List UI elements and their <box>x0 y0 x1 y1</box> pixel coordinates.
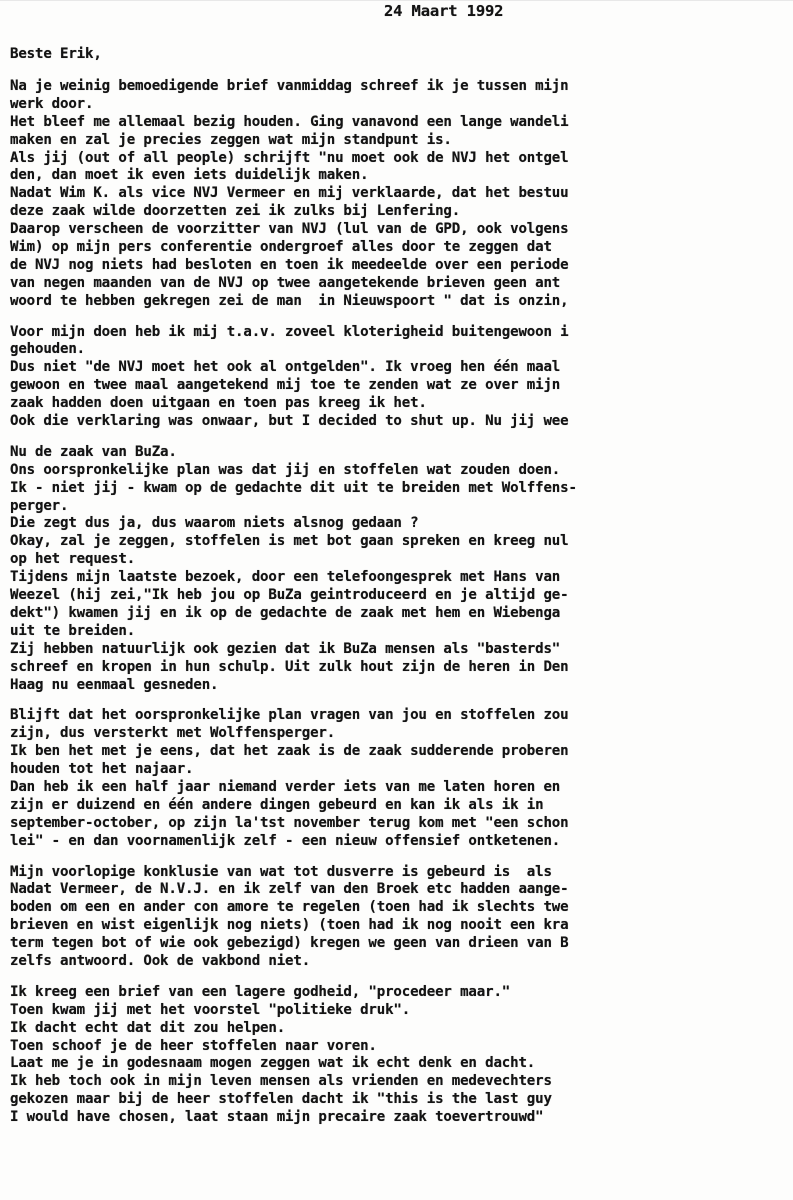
letter-line: Ook die verklaring was onwaar, but I decided to shut up. Nu jij wee <box>10 413 569 430</box>
letter-line: Ik kreeg een brief van een lagere godheid, "procedeer maar." <box>10 983 511 1000</box>
letter-line: gehouden. <box>10 341 86 358</box>
letter-line: Ik - niet jij - kwam op de gedachte dit uit te breiden met Wolffens- <box>10 479 577 496</box>
letter-line: Weezel (hij zei,"Ik heb jou op BuZa geintroduceerd en je altijd ge- <box>10 587 569 604</box>
letter-body <box>10 78 793 1140</box>
letter-line: Okay, zal je zeggen, stoffelen is met bot gaan spreken en kreeg nul <box>10 533 569 550</box>
letter-line: uit te breiden. <box>10 622 136 639</box>
letter-line: lei" - en dan voornamenlijk zelf - een nieuw offensief ontketenen. <box>10 832 561 849</box>
letter-line: Dus niet "de NVJ moet het ook al ontgelden". Ik vroeg hen één maal <box>10 359 561 376</box>
letter-line: Het bleef me allemaal bezig houden. Ging vanavond een lange wandeli <box>10 113 569 130</box>
letter-line: Dan heb ik een half jaar niemand verder iets van me laten horen en <box>10 778 561 795</box>
letter-line: woord te hebben gekregen zei de man in Nieuwspoort " dat is onzin, <box>10 292 569 309</box>
letter-paragraph <box>10 707 793 850</box>
letter-line: zijn er duizend en één andere dingen gebeurd en kan ik als ik in <box>10 796 544 813</box>
letter-line: Blijft dat het oorspronkelijke plan vragen van jou en stoffelen zou <box>10 707 569 724</box>
letter-line: Laat me je in godesnaam mogen zeggen wat ik echt denk en dacht. <box>10 1055 536 1072</box>
letter-line: den, dan moet ik even iets duidelijk maken. <box>10 167 369 184</box>
letter-line: perger. <box>10 497 69 514</box>
letter-line: schreef en kropen in hun schulp. Uit zulk hout zijn de heren in Den <box>10 658 569 675</box>
page-top-edge <box>0 0 793 1</box>
letter-line: maken en zal je precies zeggen wat mijn standpunt is. <box>10 131 452 148</box>
letter-line: Mijn voorlopige konklusie van wat tot dusverre is gebeurd is als <box>10 863 552 880</box>
letter-line: werk door. <box>10 95 94 112</box>
letter-paragraph <box>10 324 793 431</box>
letter-line: Wim) op mijn pers conferentie ondergroef alles door te zeggen dat <box>10 239 552 256</box>
letter-line: term tegen bot of wie ook gebezigd) kregen we geen van drieen van B <box>10 935 569 952</box>
letter-line: deze zaak wilde doorzetten zei ik zulks bij Lenfering. <box>10 203 461 220</box>
letter-line: gewoon en twee maal aangetekend mij toe te zenden wat ze over mijn <box>10 377 561 394</box>
letter-line: van negen maanden van de NVJ op twee aangetekende brieven geen ant <box>10 274 561 291</box>
letter-paragraph <box>10 864 793 971</box>
letter-line: zijn, dus versterkt met Wolffensperger. <box>10 725 336 742</box>
letter-line: Ik dacht echt dat dit zou helpen. <box>10 1019 286 1036</box>
letter-line: Na je weinig bemoedigende brief vanmiddag schreef ik je tussen mijn <box>10 78 569 94</box>
letter-line: Tijdens mijn laatste bezoek, door een telefoongesprek met Hans van <box>10 569 561 586</box>
letter-date: 24 Maart 1992 <box>384 2 504 20</box>
letter-paragraph <box>10 444 793 694</box>
letter-line: Voor mijn doen heb ik mij t.a.v. zoveel kloterigheid buitengewoon i <box>10 323 569 340</box>
letter-line: zaak hadden doen uitgaan en toen pas kreeg ik het. <box>10 395 427 412</box>
letter-line: Nadat Wim K. als vice NVJ Vermeer en mij verklaarde, dat het bestuu <box>10 185 569 202</box>
letter-line: september-october, op zijn la'tst november terug kom met "een schon <box>10 814 569 831</box>
letter-line: zelfs antwoord. Ook de vakbond niet. <box>10 952 311 969</box>
letter-line: boden om een en ander con amore te regelen (toen had ik slechts twe <box>10 899 569 916</box>
letter-line: brieven en wist eigenlijk nog niets) (toen had ik nog nooit een kra <box>10 917 569 934</box>
letter-paragraph <box>10 984 793 1127</box>
letter-line: Nu de zaak van BuZa. <box>10 443 177 460</box>
letter-line: Toen schoof je de heer stoffelen naar voren. <box>10 1037 377 1054</box>
letter-line: Als jij (out of all people) schrijft "nu moet ook de NVJ het ontgel <box>10 149 569 166</box>
letter-line: Nadat Vermeer, de N.V.J. en ik zelf van den Broek etc hadden aange- <box>10 881 569 898</box>
letter-line: Ons oorspronkelijke plan was dat jij en stoffelen wat zouden doen. <box>10 461 561 478</box>
letter-line: Ik ben het met je eens, dat het zaak is de zaak sudderende proberen <box>10 743 569 760</box>
letter-line: I would have chosen, laat staan mijn precaire zaak toevertrouwd" <box>10 1109 544 1126</box>
letter-line: de NVJ nog niets had besloten en toen ik meedeelde over een periode <box>10 256 569 273</box>
letter-line: Haag nu eenmaal gesneden. <box>10 676 219 693</box>
letter-line: Die zegt dus ja, dus waarom niets alsnog gedaan ? <box>10 515 419 532</box>
letter-line: Daarop verscheen de voorzitter van NVJ (lul van de GPD, ook volgens <box>10 221 569 238</box>
letter-line: gekozen maar bij de heer stoffelen dacht ik "this is the last guy <box>10 1091 552 1108</box>
letter-line: houden tot het najaar. <box>10 761 194 778</box>
letter-line: Toen kwam jij met het voorstel "politieke druk". <box>10 1001 411 1018</box>
letter-line: Zij hebben natuurlijk ook gezien dat ik BuZa mensen als "basterds" <box>10 640 561 657</box>
letter-salutation: Beste Erik, <box>10 46 102 62</box>
letter-line: op het request. <box>10 551 136 568</box>
letter-paragraph <box>10 78 793 311</box>
letter-line: dekt") kwamen jij en ik op de gedachte de zaak met hem en Wiebenga <box>10 604 561 621</box>
letter-line: Ik heb toch ook in mijn leven mensen als vrienden en medevechters <box>10 1073 552 1090</box>
